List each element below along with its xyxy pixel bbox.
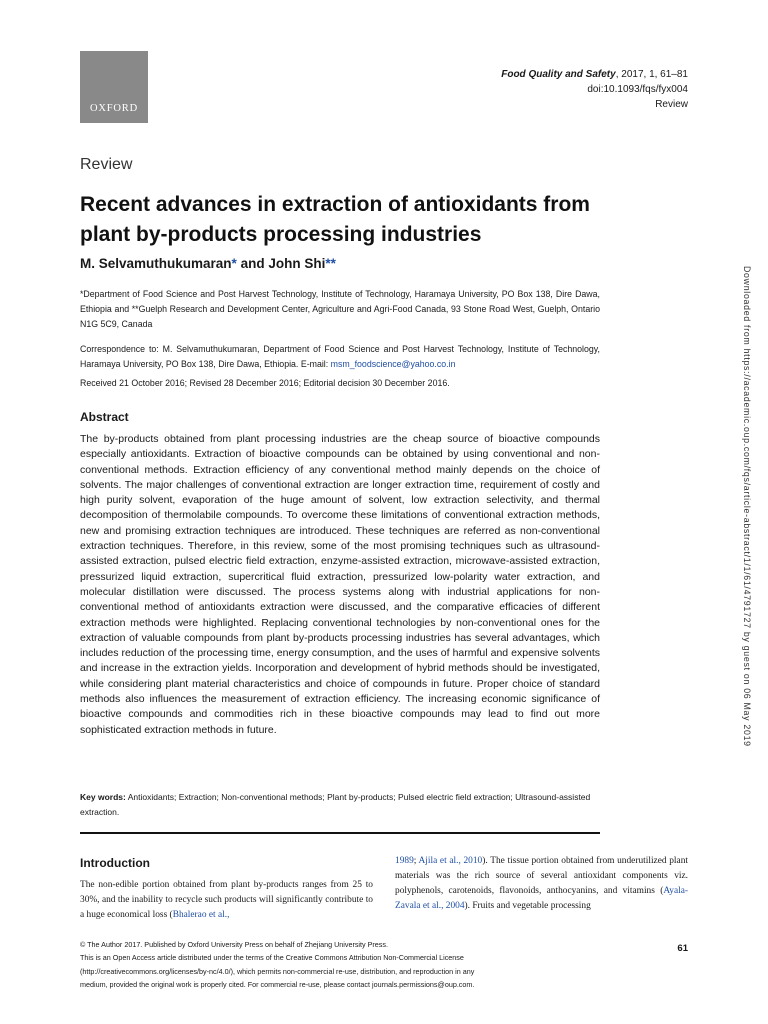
license-line: medium, provided the original work is properly cited. For commercial re-use, please contact journals.permissions@oup.com. — [80, 980, 475, 990]
author-list — [80, 256, 336, 271]
author-footnote-link[interactable]: ** — [325, 256, 336, 271]
journal-citation — [501, 68, 688, 82]
logo-text: OXFORD — [90, 103, 138, 114]
section-divider — [80, 832, 600, 834]
citation-link[interactable]: Ayala-Zavala et al., 2004 — [395, 886, 688, 911]
author-name: M. Selvamuthukumaran — [80, 256, 232, 271]
license-line: This is an Open Access article distributed under the terms of the Creative Commons Attribution Non-Commercial License — [80, 953, 464, 963]
paragraph-text: The non-edible portion obtained from plant by-products ranges from 25 to 30%, and the inability to recycle such products will significantly contribute to a huge economical loss ( — [80, 880, 373, 920]
page-number: 61 — [677, 943, 688, 954]
citation-separator: ; — [413, 856, 419, 866]
keywords — [80, 790, 600, 820]
journal-doi[interactable]: doi:10.1093/fqs/fyx004 — [587, 84, 688, 95]
download-watermark: Downloaded from https://academic.oup.com/fqs/article-abstract/1/1/61/4791727 by guest on 06 May 2019 — [742, 266, 752, 747]
license-line: (http://creativecommons.org/licenses/by-nc/4.0/), which permits non-commercial re-use, distribution, and reproduction in any — [80, 966, 475, 976]
journal-volume: , 2017, 1, 61–81 — [615, 69, 688, 80]
keywords-text: Antioxidants; Extraction; Non-conventional methods; Plant by-products; Pulsed electric field extraction; Ultrasound-assisted extraction. — [80, 792, 591, 817]
license-footer — [80, 938, 560, 992]
citation-link[interactable]: 1989 — [395, 856, 414, 866]
author-footnote-link[interactable]: * — [231, 256, 237, 271]
paragraph-text: ). The tissue portion obtained from underutilized plant materials was the rich source of several antioxidant components viz. polyphenols, carotenoids, flavonoids, anthocyanins, and vitamins ( — [395, 856, 688, 896]
section-label: Review — [80, 156, 133, 173]
citation-link[interactable]: Ajila et al., 2010 — [418, 856, 483, 866]
abstract-text: The by-products obtained from plant processing industries are the cheap source of bioactive compounds especially antioxidants. Extraction of bioactive compounds can be obtained by using conventional and non-conventional methods. Extraction efficiency of any conventional method mainly depends on the choice of solvents. The major challenges of conventional extraction are longer extraction time, requirement of costly and high purity solvent, evaporation of the huge amount of solvent, low extraction selectivity, and thermal decomposition of thermolabile compounds. To overcome these limitations of conventional extraction methods, new and promising extraction techniques are introduced. These techniques are referred as non-conventional extraction techniques. Therefore, in this review, some of the most promising techniques such as ultrasound-assisted extraction, pulsed electric field extraction, enzyme-assisted extraction, microwave-assisted extraction, pressurized liquid extraction, supercritical fluid extraction, pressurized low-polarity water extraction, and molecular distillation were discussed. The process systems along with industrial applications for non-conventional method of antioxidants extraction were discussed, and the comparative efficacies of different extraction methods were highlighted. Replacing conventional technologies by non-conventional ones for the extraction of valuable compounds from plant by-products processing industries has several advantages, which includes reduction of the processing time, energy consumption, and the uses of harmful and expensive solvents and increase in the extraction yields. Incorporation and development of hybrid methods should be investigated, while considering plant material characteristics and choice of compounds in future. Proper choice of standard methods also influences the measurement of extraction efficiency. The increasing economic significance of bioactive compounds and commodities rich in these bioactive compounds may lead to find out more sophisticated extraction methods in future. — [80, 433, 600, 736]
introduction-column-right — [395, 854, 688, 914]
introduction-column-left — [80, 878, 373, 923]
introduction-heading: Introduction — [80, 856, 150, 870]
correspondence-text: Correspondence to: M. Selvamuthukumaran, Department of Food Science and Post Harvest Technology, Institute of Technology, Haramaya University, PO Box 138, Dire Dawa, Ethiopia. E-mail: — [80, 344, 600, 369]
email-link[interactable]: msm_foodscience@yahoo.co.in — [330, 359, 456, 369]
received-dates: Received 21 October 2016; Revised 28 December 2016; Editorial decision 30 December 2016. — [80, 378, 450, 388]
abstract-heading: Abstract — [80, 410, 129, 424]
keywords-label: Key words: — [80, 792, 126, 802]
journal-name: Food Quality and Safety — [501, 69, 616, 80]
author-separator: and — [236, 256, 269, 271]
citation-link[interactable]: Bhalerao et al., — [172, 910, 230, 920]
correspondence — [80, 342, 600, 372]
oxford-logo — [80, 51, 148, 123]
article-title: Recent advances in extraction of antioxidants from plant by-products processing industries — [80, 193, 590, 246]
paragraph-text: ). Fruits and vegetable processing — [464, 901, 591, 911]
article-type: Review — [655, 99, 688, 110]
author-name: John Shi — [268, 256, 326, 271]
affiliations: *Department of Food Science and Post Harvest Technology, Institute of Technology, Haramaya University, PO Box 138, Dire Dawa, Ethiopia and **Guelph Research and Development Center, Agriculture and Agri-Food Canada, 93 Stone Road West, Guelph, Ontario N1G 5C9, Canada — [80, 289, 600, 329]
copyright-line: © The Author 2017. Published by Oxford University Press on behalf of Zhejiang University Press. — [80, 940, 388, 949]
